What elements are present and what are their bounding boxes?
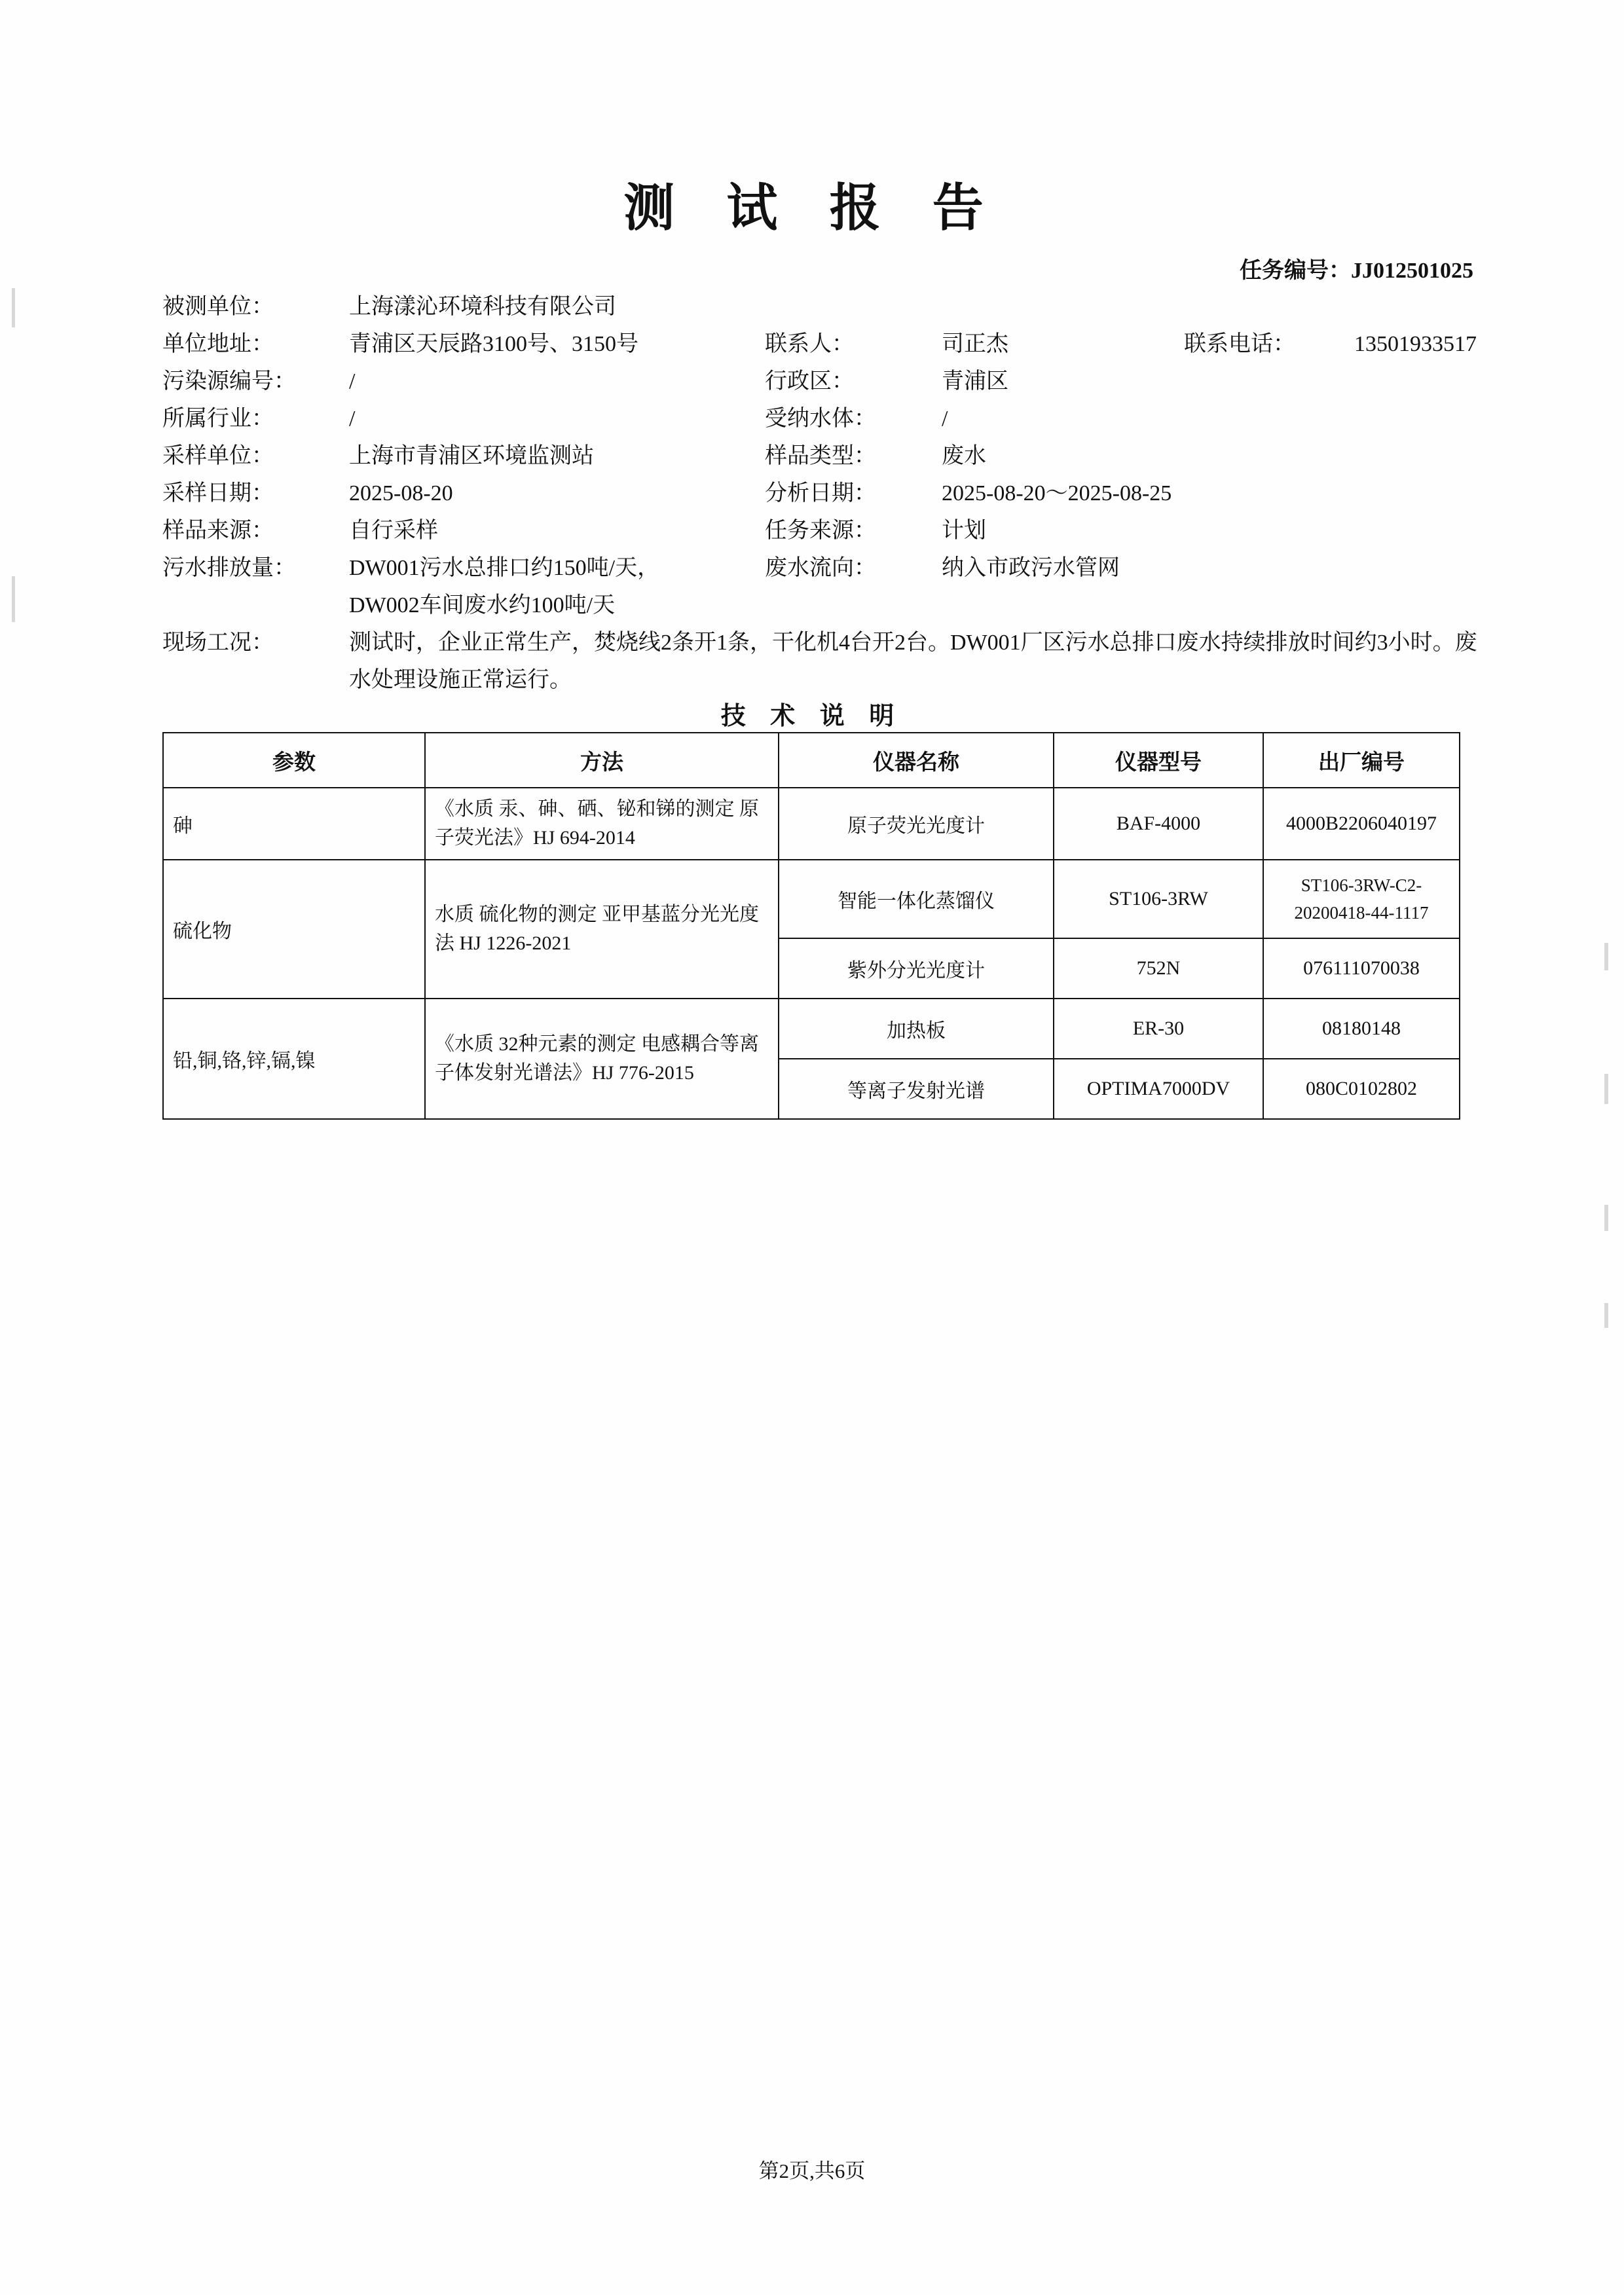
table-row [163, 788, 1460, 860]
info-label: 样品来源： [162, 519, 274, 543]
scan-artifact [1604, 1074, 1608, 1104]
cell-param: 砷 [163, 788, 425, 860]
info-value: 青浦区天辰路3100号、3150号 [349, 332, 638, 356]
info-value-continued: DW002车间废水约100吨/天 [349, 593, 616, 617]
cell-method: 水质 硫化物的测定 亚甲基蓝分光光度法 HJ 1226-2021 [425, 860, 779, 999]
info-value: / [349, 369, 356, 394]
cell-instrument-name: 紫外分光光度计 [779, 938, 1054, 999]
table-row [163, 860, 1460, 938]
info-value: 2025-08-20～2025-08-25 [942, 481, 1172, 505]
cell-instrument-name: 加热板 [779, 999, 1054, 1059]
cell-instrument-model: OPTIMA7000DV [1054, 1059, 1263, 1119]
info-value: 上海漾沁环境科技有限公司 [349, 295, 616, 319]
info-block [162, 288, 1477, 703]
scan-artifact [12, 288, 15, 327]
cell-instrument-name: 原子荧光光度计 [779, 788, 1054, 860]
info-value: 纳入市政污水管网 [942, 556, 1120, 580]
cell-param: 硫化物 [163, 860, 425, 999]
info-value: 自行采样 [349, 519, 438, 543]
info-value: 13501933517 [1354, 332, 1477, 356]
info-row [162, 437, 1472, 475]
info-label: 联系人： [765, 332, 854, 356]
info-value: 废水 [942, 444, 986, 468]
tech-section-heading: 技 术 说 明 [720, 703, 904, 730]
column-header-instrument-model: 仪器型号 [1054, 733, 1263, 788]
cell-instrument-model: BAF-4000 [1054, 788, 1263, 860]
info-value: / [349, 407, 356, 431]
table-row [163, 999, 1460, 1059]
info-label: 污染源编号： [162, 369, 296, 394]
info-label: 污水排放量： [162, 556, 296, 580]
info-label: 样品类型： [765, 444, 876, 468]
page-title: 测 试 报 告 [623, 178, 1001, 238]
cell-instrument-name: 智能一体化蒸馏仪 [779, 860, 1054, 938]
info-value: / [942, 407, 948, 431]
column-header-serial: 出厂编号 [1263, 733, 1460, 788]
info-row [162, 400, 1472, 437]
info-label: 采样日期： [162, 481, 274, 505]
cell-instrument-model: ER-30 [1054, 999, 1263, 1059]
cell-serial: 080C0102802 [1263, 1059, 1460, 1119]
info-row [162, 549, 1472, 624]
cell-method: 《水质 32种元素的测定 电感耦合等离子体发射光谱法》HJ 776-2015 [425, 999, 779, 1119]
info-label: 采样单位： [162, 444, 274, 468]
cell-instrument-model: ST106-3RW [1054, 860, 1263, 938]
info-row [162, 288, 1472, 325]
cell-serial: ST106-3RW-C2-20200418-44-1117 [1263, 860, 1460, 938]
scan-artifact [1604, 1205, 1608, 1231]
info-value: 计划 [942, 519, 986, 543]
info-label: 所属行业： [162, 407, 274, 431]
site-condition-label: 现场工况： [162, 631, 274, 655]
info-label: 联系电话： [1184, 332, 1295, 356]
cell-instrument-name: 等离子发射光谱 [779, 1059, 1054, 1119]
info-value: 上海市青浦区环境监测站 [349, 444, 594, 468]
info-label: 分析日期： [765, 481, 876, 505]
info-row [162, 475, 1472, 512]
tech-spec-table [162, 732, 1460, 1120]
cell-method: 《水质 汞、砷、硒、铋和锑的测定 原子荧光法》HJ 694-2014 [425, 788, 779, 860]
cell-param: 铅,铜,铬,锌,镉,镍 [163, 999, 425, 1119]
table-header-row [163, 733, 1460, 788]
info-value: 青浦区 [942, 369, 1008, 394]
info-value: 2025-08-20 [349, 481, 453, 505]
cell-serial: 08180148 [1263, 999, 1460, 1059]
scan-artifact [1604, 943, 1608, 970]
info-label: 任务来源： [765, 519, 876, 543]
info-label: 被测单位： [162, 295, 274, 319]
task-number-value: JJ012501025 [1351, 259, 1473, 283]
info-value: 司正杰 [942, 332, 1008, 356]
cell-serial: 4000B2206040197 [1263, 788, 1460, 860]
scan-artifact [12, 576, 15, 622]
info-row [162, 512, 1472, 549]
page-footer: 第2页,共6页 [758, 2159, 866, 2182]
site-condition-value: 测试时，企业正常生产，焚烧线2条开1条，干化机4台开2台。DW001厂区污水总排口废水持续排放时间约3小时。废水处理设施正常运行。 [349, 631, 1477, 692]
info-label: 废水流向： [765, 556, 876, 580]
task-number [1240, 252, 1473, 284]
info-row [162, 325, 1477, 363]
cell-serial: 076111070038 [1263, 938, 1460, 999]
site-condition-row [162, 624, 1477, 703]
info-label: 行政区： [765, 369, 854, 394]
column-header-instrument-name: 仪器名称 [779, 733, 1054, 788]
info-label: 单位地址： [162, 332, 274, 356]
task-number-label: 任务编号： [1240, 259, 1351, 283]
column-header-param: 参数 [163, 733, 425, 788]
info-value: DW001污水总排口约150吨/天， [349, 556, 660, 580]
info-row [162, 363, 1472, 400]
info-label: 受纳水体： [765, 407, 876, 431]
cell-instrument-model: 752N [1054, 938, 1263, 999]
column-header-method: 方法 [425, 733, 779, 788]
scan-artifact [1604, 1303, 1608, 1328]
